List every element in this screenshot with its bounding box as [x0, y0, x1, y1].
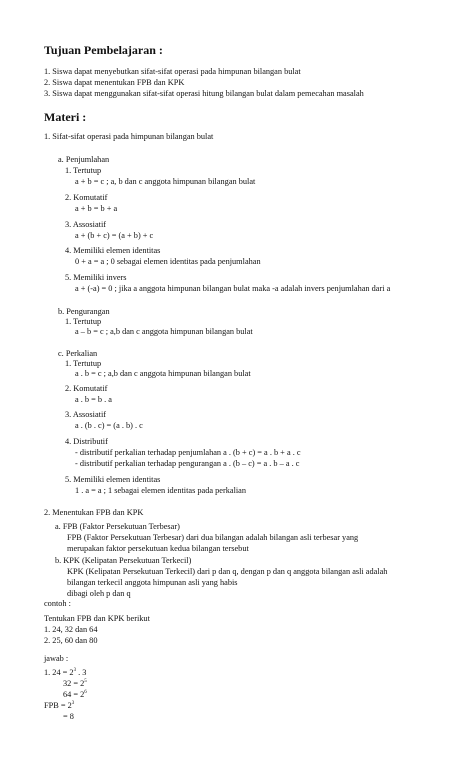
property-name: 2. Komutatif — [65, 193, 108, 202]
property-desc: - distributif perkalian terhadap pengurangan a . (b – c) = a . b – a . c — [75, 459, 300, 468]
fpb-desc: merupakan faktor persekutuan kedua bilangan tersebut — [67, 544, 249, 553]
kpk-desc: KPK (Kelipatan Persekutuan Terkecil) dari p dan q, dengan p dan q anggota bilangan asli adalah — [67, 567, 388, 576]
kpk-title: b. KPK (Kelipatan Persekutuan Terkecil) — [55, 556, 192, 565]
jawab-label: jawab : — [44, 654, 69, 663]
tujuan-item-2: 2. Siswa dapat menentukan FPB dan KPK — [44, 78, 185, 87]
work-line: = 8 — [63, 712, 74, 721]
subsection-b-title: b. Pengurangan — [58, 307, 110, 316]
property-desc: - distributif perkalian terhadap penjumlahan a . (b + c) = a . b + a . c — [75, 448, 301, 457]
section-2-title: 2. Menentukan FPB dan KPK — [44, 508, 144, 517]
property-name: 2. Komutatif — [65, 384, 108, 393]
tujuan-item-3: 3. Siswa dapat menggunakan sifat-sifat operasi hitung bilangan bulat dalam pemecahan masalah — [44, 89, 364, 98]
materi-heading: Materi : — [44, 110, 87, 124]
kpk-desc: dibagi oleh p dan q — [67, 589, 131, 598]
property-name: 5. Memiliki elemen identitas — [65, 475, 161, 484]
work-line: $32 = 2^5$ — [63, 679, 87, 688]
property-desc: a . (b . c) = (a . b) . c — [75, 421, 143, 430]
soal-line: 2. 25, 60 dan 80 — [44, 636, 98, 645]
section-1-title: 1. Sifat-sifat operasi pada himpunan bilangan bulat — [44, 132, 214, 141]
property-desc: a + b = c ; a, b dan c anggota himpunan bilangan bulat — [75, 177, 256, 186]
fpb-desc: FPB (Faktor Persekutuan Terbesar) dari dua bilangan adalah bilangan asli terbesar yang — [67, 533, 359, 542]
property-desc: a . b = c ; a,b dan c anggota himpunan bilangan bulat — [75, 369, 251, 378]
property-name: 1. Tertutup — [65, 166, 102, 175]
tujuan-heading: Tujuan Pembelajaran : — [44, 43, 163, 57]
work-line: 1. $24 = 2^3$ . 3 — [44, 668, 87, 677]
property-desc: a + (-a) = 0 ; jika a anggota himpunan bilangan bulat maka -a adalah invers penjumlahan dari a — [75, 284, 391, 293]
property-name: 5. Memiliki invers — [65, 273, 127, 282]
property-desc: a . b = b . a — [75, 395, 112, 404]
kpk-desc: bilangan terkecil anggota himpunan asli yang habis — [67, 578, 238, 587]
property-desc: 1 . a = a ; 1 sebagai elemen identitas pada perkalian — [75, 486, 247, 495]
property-desc: a + (b + c) = (a + b) + c — [75, 231, 154, 240]
property-desc: a – b = c ; a,b dan c anggota himpunan bilangan bulat — [75, 327, 253, 336]
soal-line: Tentukan FPB dan KPK berikut — [44, 614, 150, 623]
contoh-label: contoh : — [44, 599, 71, 608]
property-desc: 0 + a = a ; 0 sebagai elemen identitas pada penjumlahan — [75, 257, 261, 266]
soal-line: 1. 24, 32 dan 64 — [44, 625, 98, 634]
property-name: 4. Memiliki elemen identitas — [65, 246, 161, 255]
property-name: 3. Assosiatif — [65, 410, 107, 419]
work-line: FPB = $2^3$ — [44, 701, 75, 710]
tujuan-item-1: 1. Siswa dapat menyebutkan sifat-sifat operasi pada himpunan bilangan bulat — [44, 67, 301, 76]
subsection-c-title: c. Perkalian — [58, 349, 98, 358]
fpb-title: a. FPB (Faktor Persekutuan Terbesar) — [55, 522, 180, 531]
subsection-a-title: a. Penjumlahan — [58, 155, 110, 164]
work-line: $64 = 2^6$ — [63, 690, 87, 699]
property-name: 1. Tertutup — [65, 359, 102, 368]
property-desc: a + b = b + a — [75, 204, 118, 213]
property-name: 1. Tertutup — [65, 317, 102, 326]
property-name: 4. Distributif — [65, 437, 108, 446]
property-name: 3. Assosiatif — [65, 220, 107, 229]
